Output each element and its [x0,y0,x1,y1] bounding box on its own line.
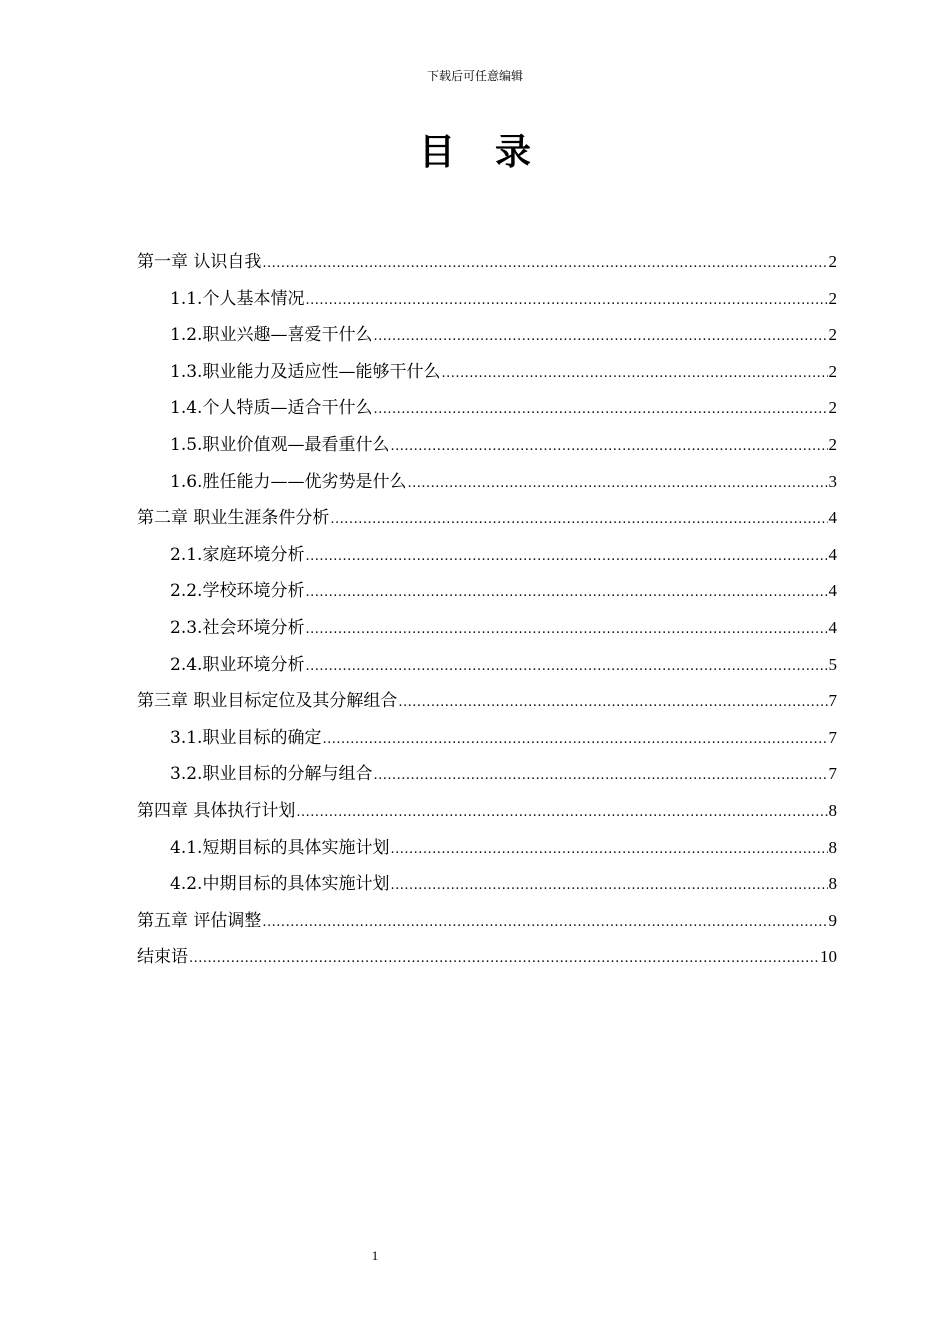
toc-leader-dots [398,685,827,722]
toc-entry-page: 2 [828,361,837,381]
toc-entry-page: 7 [828,764,837,784]
toc-entry[interactable] [137,390,837,427]
toc-leader-dots [189,941,819,978]
toc-leader-dots [330,502,827,539]
toc-leader-dots [390,429,827,466]
toc-entry-label: 3.2.职业目标的分解与组合 [170,764,373,785]
toc-entry[interactable] [137,354,837,391]
toc-entry[interactable] [137,647,837,684]
toc-entry-label: 2.4.职业环境分析 [170,654,305,675]
toc-entry-label: 1.5.职业价值观—最看重什么 [170,434,390,455]
toc-entry-page: 8 [828,874,837,894]
toc-entry-page: 4 [828,544,837,564]
toc-entry-label: 3.1.职业目标的确定 [170,727,322,748]
toc-entry-page: 8 [828,800,837,820]
toc-entry-page: 2 [828,325,837,345]
toc-entry[interactable] [137,939,837,976]
toc-entry-label: 第一章 认识自我 [137,252,262,272]
toc-entry-page: 2 [828,288,837,308]
toc-entry-page: 9 [828,910,837,930]
toc-leader-dots [390,868,827,905]
toc-leader-dots [441,356,827,393]
header-note: 下载后可任意编辑 [426,69,523,83]
toc-entry-page: 4 [828,581,837,601]
toc-entry[interactable] [137,720,837,757]
toc-leader-dots [262,905,827,942]
toc-entry-label: 2.3.社会环境分析 [170,617,305,638]
toc-leader-dots [305,612,827,649]
toc-entry-label: 第五章 评估调整 [137,910,262,931]
toc-entry-label: 第三章 职业目标定位及其分解组合 [137,691,398,712]
toc-entry-page: 2 [828,252,837,271]
toc-entry[interactable] [137,830,837,867]
toc-leader-dots [305,283,827,320]
toc-leader-dots [305,575,827,612]
toc-entry-label: 1.1.个人基本情况 [170,288,305,309]
toc-entry[interactable] [137,317,837,354]
toc-leader-dots [305,539,827,576]
toc-entry-page: 2 [828,434,837,454]
toc-leader-dots [305,649,827,686]
toc-entry-page: 4 [828,617,837,637]
toc-entry-page: 2 [828,398,837,418]
toc-entry[interactable] [137,866,837,903]
toc-entry[interactable] [137,793,837,830]
toc-entry-page: 7 [828,727,837,747]
toc-entry-page: 7 [828,691,837,711]
toc-leader-dots [322,722,827,759]
toc-entry-page: 8 [828,837,837,857]
toc-entry-page: 5 [828,654,837,674]
toc-entry-page: 10 [820,947,837,967]
toc-entry[interactable] [137,683,837,720]
toc-entry[interactable] [137,281,837,318]
table-of-contents [137,244,837,976]
toc-entry[interactable] [137,537,837,574]
toc-entry[interactable] [137,610,837,647]
toc-title-char-2: 录 [495,131,532,173]
toc-entry[interactable] [137,903,837,940]
toc-entry-label: 结束语 [137,947,188,968]
toc-entry-label: 2.1.家庭环境分析 [170,544,305,565]
toc-entry-label: 4.1.短期目标的具体实施计划 [170,837,390,858]
toc-entry-page: 3 [828,471,837,491]
toc-entry-label: 1.4.个人特质—适合干什么 [170,398,373,419]
toc-leader-dots [373,319,827,356]
toc-entry-label: 第四章 具体执行计划 [137,800,296,821]
toc-entry-label: 4.2.中期目标的具体实施计划 [170,874,390,895]
page-number: 1 [371,1248,379,1263]
toc-entry[interactable] [137,464,837,501]
toc-leader-dots [262,246,827,283]
toc-entry[interactable] [137,756,837,793]
toc-entry-label: 第二章 职业生涯条件分析 [137,508,330,529]
toc-entry[interactable] [137,244,837,281]
toc-leader-dots [390,832,827,869]
toc-leader-dots [296,795,827,832]
toc-entry-page: 4 [828,508,837,528]
toc-entry-label: 1.3.职业能力及适应性—能够干什么 [170,361,441,382]
toc-title [0,128,950,176]
toc-leader-dots [373,758,827,795]
toc-entry[interactable] [137,573,837,610]
toc-entry-label: 2.2.学校环境分析 [170,581,305,602]
toc-entry[interactable] [137,500,837,537]
toc-entry[interactable] [137,427,837,464]
toc-title-char-1: 目 [418,131,455,173]
toc-leader-dots [373,392,827,429]
toc-entry-label: 1.2.职业兴趣—喜爱干什么 [170,325,373,346]
toc-entry-label: 1.6.胜任能力——优劣势是什么 [170,471,407,492]
toc-leader-dots [407,466,827,503]
